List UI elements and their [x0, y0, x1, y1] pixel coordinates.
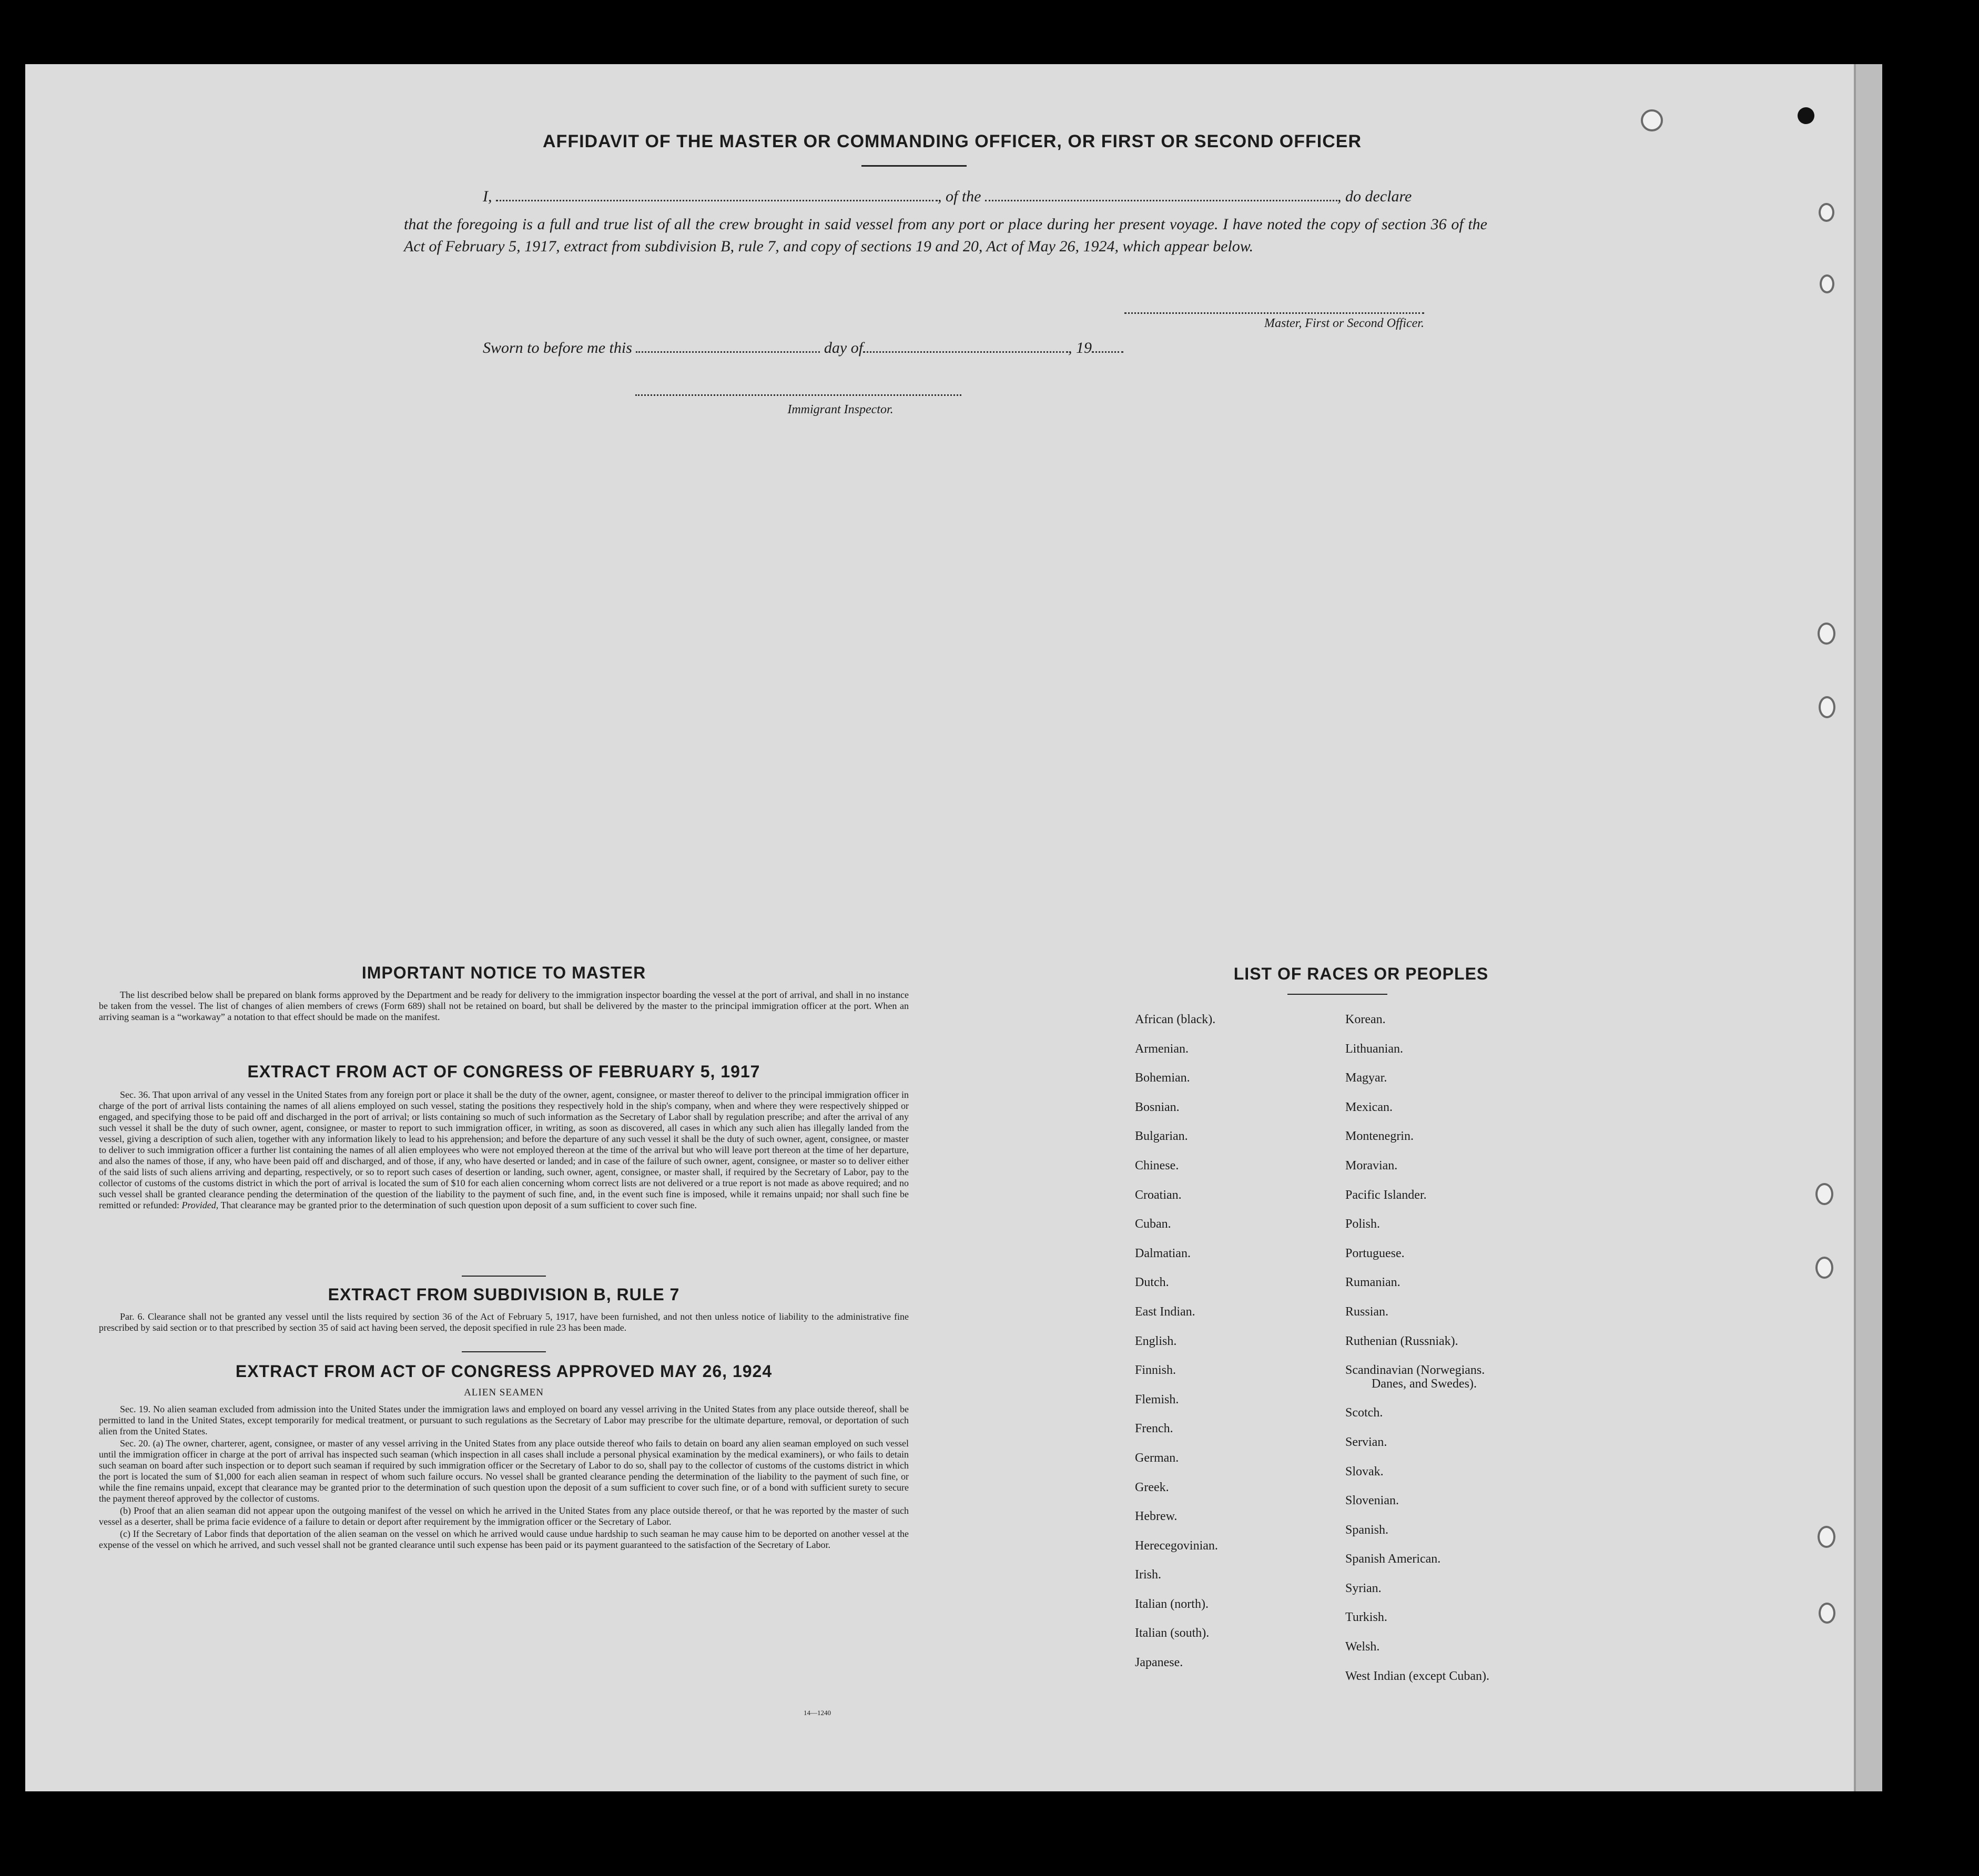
master-signature-line	[1124, 312, 1424, 314]
race-item: German.	[1135, 1451, 1179, 1465]
section-20c-paragraph: (c) If the Secretary of Labor finds that deportation of the alien seaman on the vessel on which he arrived would cause undue hardship to such seaman he may cause him to be deported on another vessel at the expense of the vessel on which he arrived, and such vessel shall not be granted clearance until such expense has been paid or its payment guaranteed to the satisfaction of the Secretary of Labor.	[99, 1528, 909, 1550]
master-signature-label: Master, First or Second Officer.	[1264, 317, 1424, 330]
form-number: 14—1240	[804, 1709, 831, 1717]
race-item: Scandinavian (Norwegians.	[1345, 1363, 1485, 1378]
race-item: Servian.	[1345, 1435, 1387, 1449]
page-edge	[1854, 64, 1882, 1791]
affidavit-declaration-line	[404, 186, 1487, 207]
races-title: LIST OF RACES OR PEOPLES	[1233, 964, 1489, 983]
race-item: Magyar.	[1345, 1071, 1387, 1085]
section-36-label: Sec. 36.	[120, 1089, 150, 1100]
divider	[462, 1276, 546, 1277]
race-item: French.	[1135, 1422, 1173, 1436]
race-item: Danes, and Swedes).	[1372, 1377, 1477, 1391]
section-36-proviso: That clearance may be granted prior to the determination of such question upon deposit of a sum sufficient to cover such fine.	[220, 1200, 697, 1210]
sworn-day-blank	[636, 338, 820, 353]
vessel-blank	[985, 186, 1337, 201]
affidavit-title: AFFIDAVIT OF THE MASTER OR COMMANDING OFFICER, OR FIRST OR SECOND OFFICER	[543, 131, 1362, 151]
sworn-year-label: , 19	[1068, 339, 1092, 356]
race-item: Welsh.	[1345, 1640, 1380, 1654]
extract-rule7-title: EXTRACT FROM SUBDIVISION B, RULE 7	[328, 1285, 680, 1304]
punch-hole	[1815, 1257, 1833, 1279]
race-item: Irish.	[1135, 1568, 1161, 1582]
notice-text	[99, 990, 909, 1024]
race-item: Slovak.	[1345, 1464, 1384, 1479]
ink-blot	[1798, 107, 1814, 124]
race-item: English.	[1135, 1334, 1177, 1348]
inspector-signature-label: Immigrant Inspector.	[787, 403, 894, 416]
affidavit-of-label: , of the	[938, 188, 981, 205]
divider	[462, 1351, 546, 1352]
race-item: Lithuanian.	[1345, 1042, 1403, 1056]
race-item: Finnish.	[1135, 1363, 1176, 1378]
extract-rule7-text	[99, 1311, 909, 1334]
race-item: Portuguese.	[1345, 1246, 1405, 1260]
extract-1917-title: EXTRACT FROM ACT OF CONGRESS OF FEBRUARY 5, 1917	[247, 1062, 760, 1081]
race-item: African (black).	[1135, 1013, 1216, 1026]
race-item: Syrian.	[1345, 1581, 1382, 1595]
sworn-year-blank	[1092, 338, 1123, 353]
race-item: Bosnian.	[1135, 1100, 1180, 1114]
race-item: Rumanian.	[1345, 1276, 1400, 1290]
race-item: Scotch.	[1345, 1406, 1383, 1420]
race-item: Italian (north).	[1135, 1597, 1209, 1611]
punch-hole	[1641, 109, 1663, 131]
race-item: Mexican.	[1345, 1100, 1393, 1114]
race-item: East Indian.	[1135, 1304, 1195, 1319]
section-20a-paragraph: Sec. 20. (a) The owner, charterer, agent, consignee, or master of any vessel arriving in the United States from any place outside thereof who fails to detain on board any alien seaman employed on such vessel until the immigration officer in charge at the port of arrival has inspected such seaman (which inspection in all cases shall include a personal physical examination by the medical examiners), or who fails to detain such seaman on board after such inspection or to deport such seaman if required by such immigration officer or the Secretary of Labor to do so, shall pay to the collector of customs of the customs district in which the port is located the sum of $1,000 for each alien seaman in respect of whom such failure occurs. No vessel shall be granted clearance pending the determination of the liability to the payment of such fine, or while the fine remains unpaid, except that clearance may be granted prior to the determination of such question upon the deposit of a sum sufficient to cover such fine, or of a bond with sufficient surety to secure the payment thereof approved by the collector of customs.	[99, 1438, 909, 1504]
race-item: Japanese.	[1135, 1656, 1183, 1670]
race-item: Ruthenian (Russniak).	[1345, 1334, 1458, 1348]
inspector-signature-line	[635, 394, 961, 396]
sworn-month-blank	[863, 338, 1068, 353]
extract-1924-text	[99, 1404, 909, 1552]
punch-hole	[1819, 203, 1834, 222]
race-item: Italian (south).	[1135, 1626, 1210, 1640]
race-item: Slovenian.	[1345, 1494, 1399, 1508]
race-item: Cuban.	[1135, 1217, 1171, 1231]
race-item: Pacific Islander.	[1345, 1188, 1427, 1202]
race-item: West Indian (except Cuban).	[1345, 1669, 1489, 1683]
race-item: Bulgarian.	[1135, 1129, 1188, 1144]
race-item: Dalmatian.	[1135, 1246, 1191, 1260]
affidavit-declare-label: , do declare	[1337, 188, 1412, 205]
race-item: Croatian.	[1135, 1188, 1182, 1202]
race-item: Flemish.	[1135, 1392, 1179, 1406]
race-item: Russian.	[1345, 1304, 1389, 1319]
race-item: Polish.	[1345, 1217, 1381, 1231]
title-divider	[861, 165, 967, 167]
section-19-paragraph: Sec. 19. No alien seaman excluded from admission into the United States under the immigration laws and employed on board any vessel arriving in the United States from any place outside thereof, shall be permitted to land in the United States, except temporarily for medical treatment, or pursuant to such regulations as the Secretary of Labor may prescribe for the ultimate departure, removal, or deportation of such alien from the United States.	[99, 1404, 909, 1436]
notice-paragraph: The list described below shall be prepared on blank forms approved by the Department and be ready for delivery to the immigration inspector boarding the vessel at the port of arrival, and shall in no instance be taken from the vessel. The list of changes of alien members of crews (Form 689) shall not be retained on board, but shall be delivered by the master to the principal immigration officer at the port. When an arriving seaman is a “workaway” a notation to that effect should be made on the manifest.	[99, 990, 909, 1022]
section-20b-paragraph: (b) Proof that an alien seaman did not appear upon the outgoing manifest of the vessel on which he arrived in the United States from any place outside thereof, or that he was reported by the master of such vessel as a deserter, shall be prima facie evidence of a failure to detain or deport after requirement by the immigration officer or the Secretary of Labor.	[99, 1505, 909, 1527]
provided-label: Provided,	[181, 1200, 219, 1210]
document-page	[25, 64, 1879, 1791]
races-divider	[1287, 994, 1387, 995]
affidavit-body: that the foregoing is a full and true list of all the crew brought in said vessel from any port or place during her present voyage. I have noted the copy of section 36 of the Act of February 5, 1917, extract from subdivision B, rule 7, and copy of sections 19 and 20, Act of May 26, 1924, which appear below.	[404, 216, 1487, 255]
punch-hole	[1818, 1526, 1835, 1548]
extract-1917-text	[99, 1089, 909, 1212]
notice-title: IMPORTANT NOTICE TO MASTER	[361, 963, 646, 982]
race-item: Korean.	[1345, 1013, 1386, 1026]
races-column-1	[1135, 1005, 1218, 1678]
punch-hole	[1820, 274, 1834, 293]
race-item: Chinese.	[1135, 1158, 1179, 1172]
punch-hole	[1819, 1603, 1835, 1624]
race-item: Turkish.	[1345, 1610, 1387, 1625]
extract-1924-title: EXTRACT FROM ACT OF CONGRESS APPROVED MAY 26, 1924	[235, 1362, 773, 1381]
race-item: Dutch.	[1135, 1276, 1169, 1290]
affidavit-i-label: I,	[483, 188, 492, 205]
alien-seamen-subtitle: ALIEN SEAMEN	[464, 1387, 544, 1398]
punch-hole	[1815, 1183, 1833, 1205]
race-item: Montenegrin.	[1345, 1129, 1414, 1144]
race-item: Spanish.	[1345, 1523, 1389, 1537]
section-36-body: That upon arrival of any vessel in the United States from any foreign port or place it shall be the duty of the owner, agent, consignee, or master thereof to deliver to the principal immigration officer in charge of the port of arrival lists containing the names of all aliens employed on such vessel, stating the positions they respectively hold in the ship's company, when and where they were respectively shipped or engaged, and specifying those to be paid off and discharged in the port of arrival; or lists containing so much of such information as the Secretary of Labor shall by regulation prescribe; and after the arrival of any such vessel it shall be the duty of such owner, agent, consignee, or master to report to such immigration officer, in writing, as soon as discovered, all cases in which any such alien has illegally landed from the vessel, giving a description of such alien, together with any information likely to lead to his apprehension; and before the departure of any such vessel it shall be the duty of such owner, agent, consignee, or master to deliver to such immigration officer a further list containing the names of all alien employees who were not employed thereon at the time of the arrival but who will leave port thereon at the time of her departure, and also the names of those, if any, who have been paid off and discharged, and of those, if any, who have deserted or landed; and in case of the failure of such owner, agent, consignee, or master so to deliver either of the said lists of such aliens arriving and departing, respectively, or so to report such cases of desertion or landing, such owner, agent, consignee, or master shall, if required by the Secretary of Labor, pay to the collector of customs of the customs district in which the port of arrival is located the sum of $10 for each alien concerning whom correct lists are not delivered or a true report is not made as above required; and no such vessel shall be granted clearance pending the determination of the question of the liability to the payment of such fine, and, in the event such fine is imposed, while it remains unpaid; nor shall such fine be remitted or refunded:	[99, 1089, 909, 1210]
race-item: Armenian.	[1135, 1042, 1189, 1056]
sworn-prefix: Sworn to before me this	[483, 339, 632, 356]
sworn-day-label: day of	[824, 339, 864, 356]
rule7-paragraph: Par. 6. Clearance shall not be granted any vessel until the lists required by section 36 of the Act of February 5, 1917, have been furnished, and not then unless notice of liability to the administrative fine prescribed by said section or to that prescribed by section 35 of said act having been served, the deposit specified in rule 23 has been made.	[99, 1311, 909, 1333]
races-column-2	[1345, 1005, 1489, 1691]
race-item: Spanish American.	[1345, 1552, 1441, 1566]
punch-hole	[1818, 623, 1835, 645]
punch-hole	[1819, 696, 1835, 718]
race-item: Greek.	[1135, 1480, 1169, 1494]
name-blank	[496, 186, 938, 201]
race-item: Herecegovinian.	[1135, 1538, 1218, 1553]
race-item: Hebrew.	[1135, 1510, 1178, 1524]
sworn-line	[483, 338, 1272, 357]
race-item: Bohemian.	[1135, 1071, 1190, 1085]
race-item: Moravian.	[1345, 1158, 1398, 1172]
